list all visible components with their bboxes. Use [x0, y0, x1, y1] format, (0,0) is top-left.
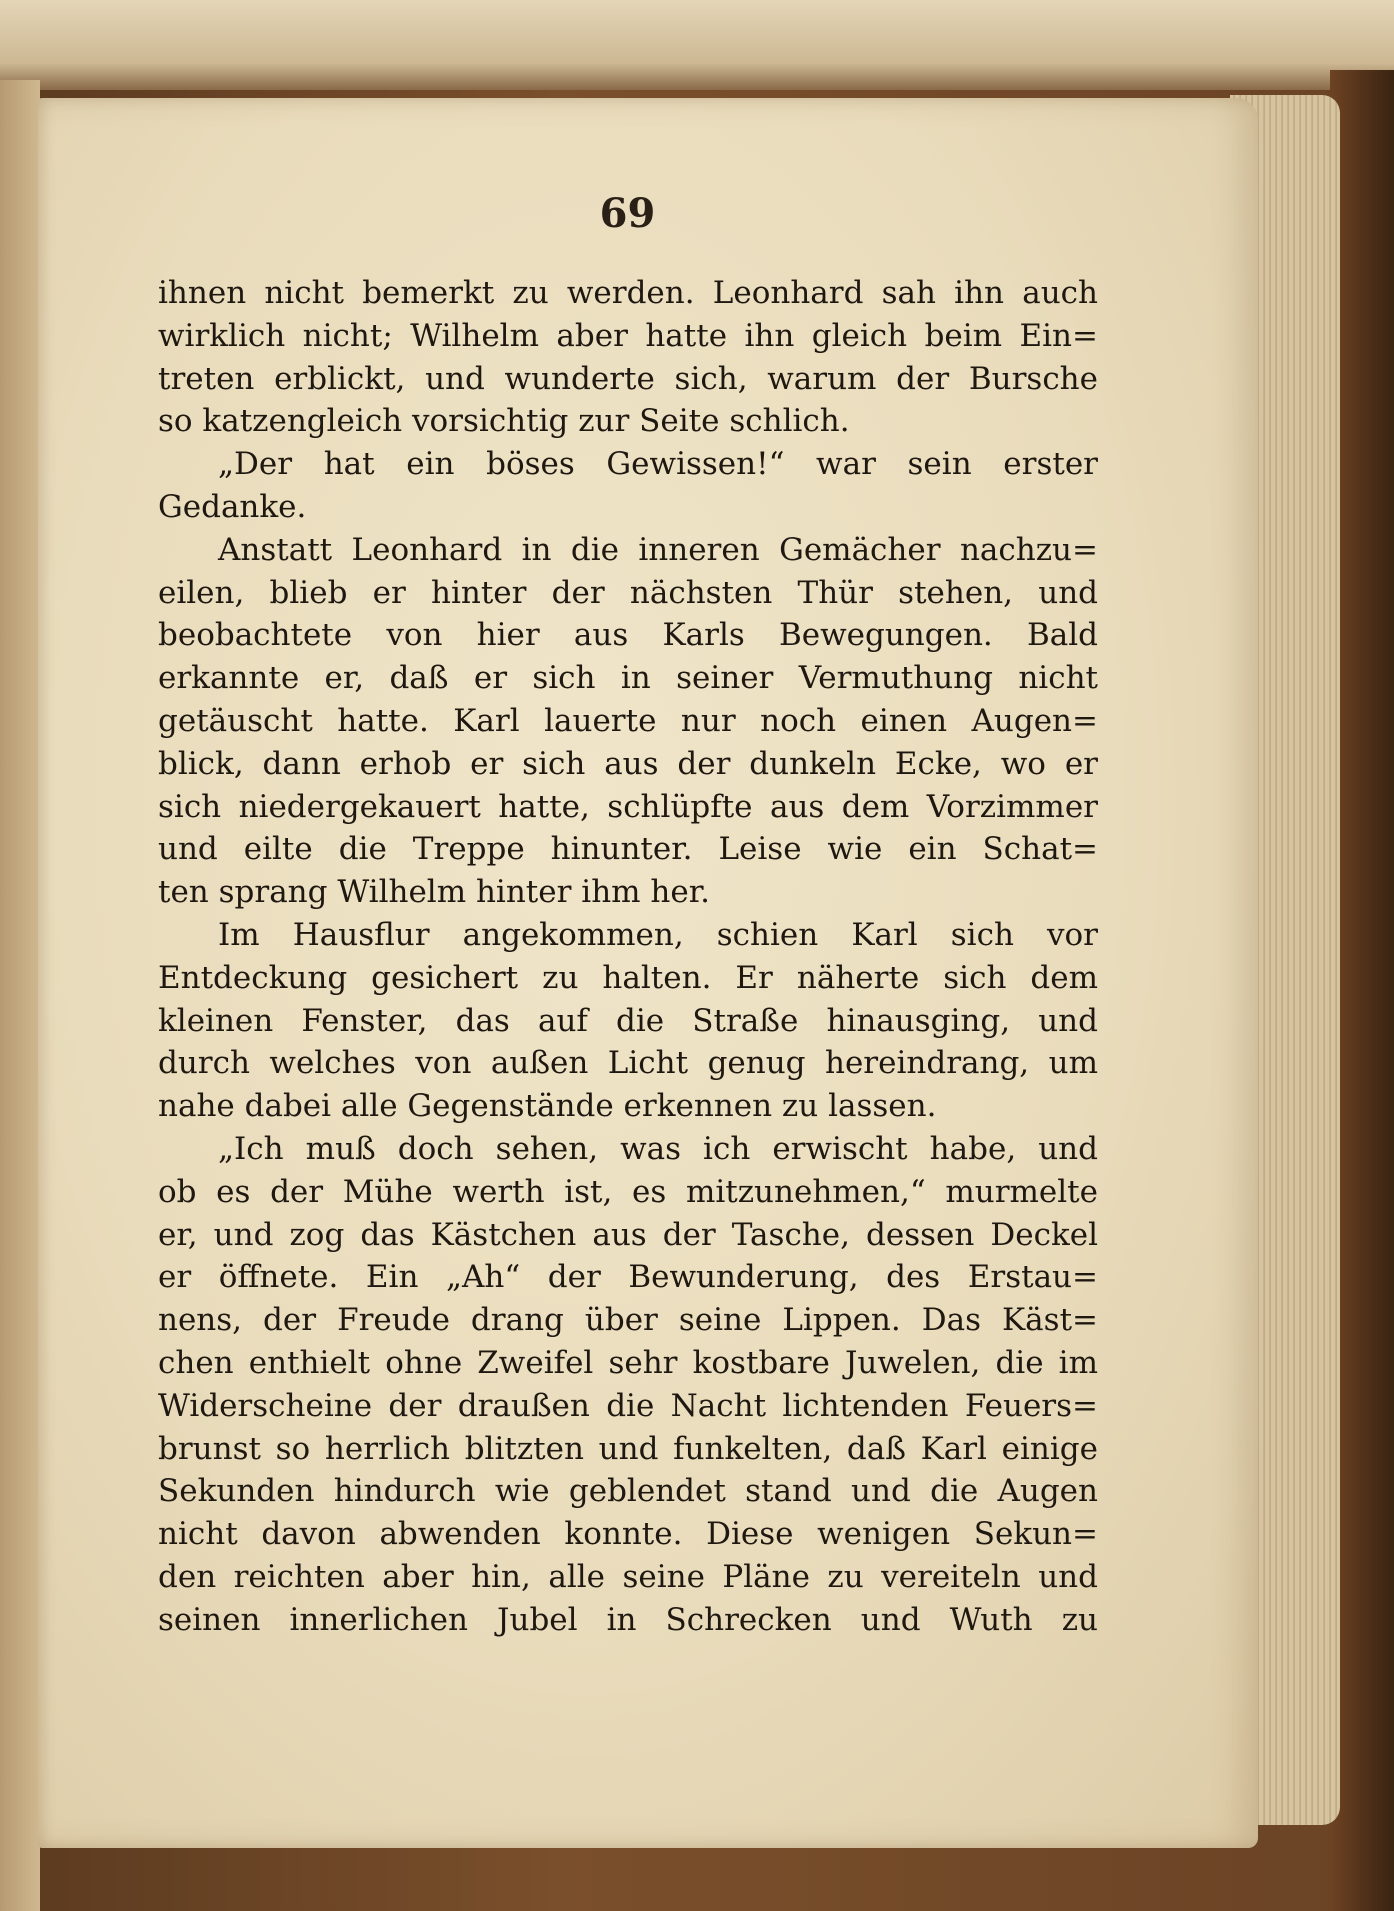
text-line: Sekunden hindurch wie geblendet stand und die Augen [158, 1473, 1098, 1510]
text-line: sich niedergekauert hatte, schlüpfte aus dem Vorzimmer [158, 788, 1098, 825]
text-line: ten sprang Wilhelm hinter ihm her. [158, 874, 710, 911]
text-line: getäuscht hatte. Karl lauerte nur noch einen Augen= [158, 702, 1098, 739]
text-line: erkannte er, daß er sich in seiner Vermuthung nicht [158, 660, 1098, 697]
text-line: „Ich muß doch sehen, was ich erwischt habe, und [218, 1130, 1098, 1167]
text-line: ob es der Mühe werth ist, es mitzunehmen,“ murmelte [158, 1173, 1098, 1210]
text-line: Entdeckung gesichert zu halten. Er näherte sich dem [158, 959, 1098, 996]
text-line: eilen, blieb er hinter der nächsten Thür stehen, und [158, 574, 1098, 611]
text-line: durch welches von außen Licht genug hereindrang, um [158, 1045, 1098, 1082]
text-line: brunst so herrlich blitzten und funkelten, daß Karl einige [158, 1430, 1098, 1467]
text-line: er, und zog das Kästchen aus der Tasche, dessen Deckel [158, 1216, 1098, 1253]
text-line: wirklich nicht; Wilhelm aber hatte ihn gleich beim Ein= [158, 317, 1098, 354]
text-line: Im Hausflur angekommen, schien Karl sich vor [218, 916, 1098, 953]
text-line: kleinen Fenster, das auf die Straße hinausging, und [158, 1002, 1098, 1039]
text-line: und eilte die Treppe hinunter. Leise wie ein Schat= [158, 831, 1098, 868]
page-number: 69 [599, 190, 656, 237]
text-line: blick, dann erhob er sich aus der dunkeln Ecke, wo er [158, 745, 1098, 782]
text-line: beobachtete von hier aus Karls Bewegungen. Bald [158, 617, 1098, 654]
text-line: „Der hat ein böses Gewissen!“ war sein erster [218, 446, 1098, 483]
text-line: treten erblickt, und wunderte sich, warum der Bursche [158, 360, 1098, 397]
text-line: nahe dabei alle Gegenstände erkennen zu lassen. [158, 1088, 937, 1125]
text-line: Widerscheine der draußen die Nacht lichtenden Feuers= [158, 1387, 1098, 1424]
text-line: Anstatt Leonhard in die inneren Gemächer nachzu= [218, 531, 1098, 568]
text-line: nens, der Freude drang über seine Lippen. Das Käst= [158, 1302, 1098, 1339]
text-line: chen enthielt ohne Zweifel sehr kostbare Juwelen, die im [158, 1344, 1098, 1381]
text-line: Gedanke. [158, 488, 307, 525]
text-line: ihnen nicht bemerkt zu werden. Leonhard sah ihn auch [158, 275, 1098, 311]
text-line: seinen innerlichen Jubel in Schrecken und Wuth zu [158, 1601, 1098, 1638]
top-background [0, 0, 1394, 90]
left-page-edge [0, 80, 40, 1911]
text-line: den reichten aber hin, alle seine Pläne zu vereiteln und [158, 1558, 1098, 1595]
page-text [158, 272, 1098, 1642]
text-line: nicht davon abwenden konnte. Diese wenigen Sekun= [158, 1516, 1098, 1553]
text-line: er öffnete. Ein „Ah“ der Bewunderung, des Erstau= [158, 1259, 1098, 1296]
text-line: so katzengleich vorsichtig zur Seite schlich. [158, 403, 850, 440]
